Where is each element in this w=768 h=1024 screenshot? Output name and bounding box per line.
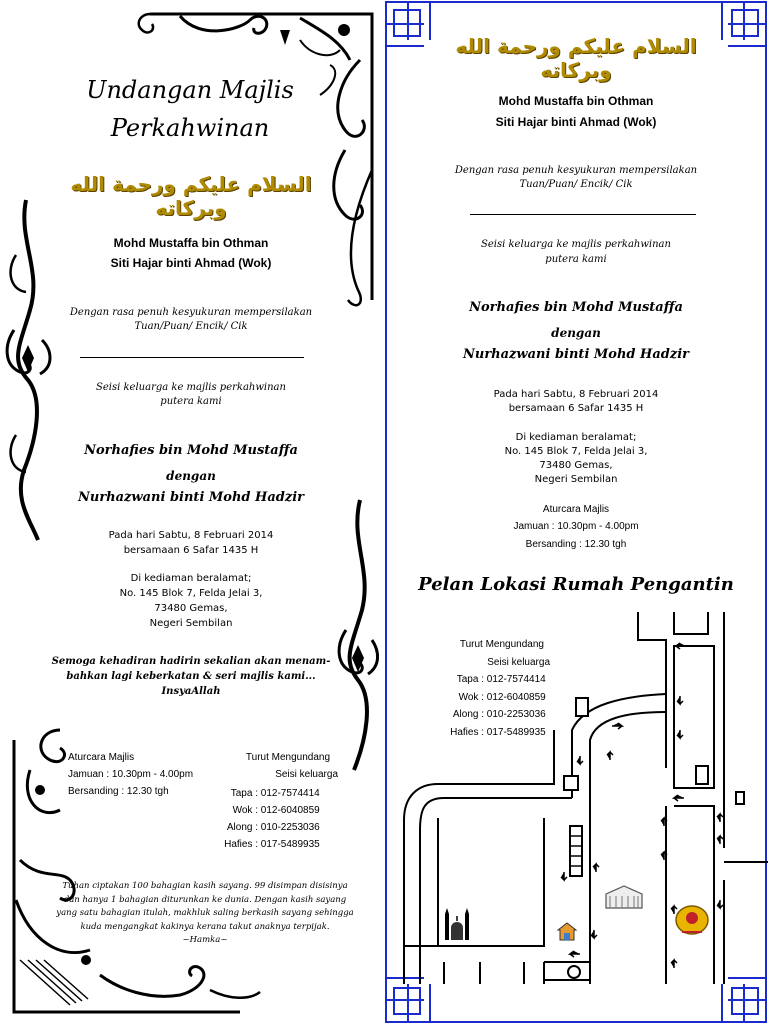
left-title-line2: Perkahwinan xyxy=(110,114,270,142)
left-invite1: Dengan rasa penuh kesyukuran mempersilakan xyxy=(69,307,313,318)
left-addr4: Negeri Sembilan xyxy=(149,618,233,629)
mosque-icon xyxy=(442,900,472,940)
left-dengan: dengan xyxy=(166,469,216,483)
location-map xyxy=(384,600,768,1010)
right-host1: Mohd Mustaffa bin Othman xyxy=(498,94,654,108)
left-bersanding: Bersanding : 12.30 tgh xyxy=(68,786,169,797)
right-bride-name: Nurhazwani binti Mohd Hadzir xyxy=(462,347,689,362)
left-host2: Siti Hajar binti Ahmad (Wok) xyxy=(110,256,272,270)
left-addr1: Di kediaman beralamat; xyxy=(130,573,252,584)
left-invite2: Tuan/Puan/ Encik/ Cik xyxy=(134,321,248,332)
right-turut-sub: Seisi keluarga xyxy=(487,656,550,668)
left-wish1: Semoga kehadiran hadirin sekalian akan menam- xyxy=(51,656,331,667)
left-contact-row: Along : 010-2253036 xyxy=(226,822,320,833)
right-invite2: Tuan/Puan/ Encik/ Cik xyxy=(519,179,633,190)
left-bride-name: Nurhazwani binti Mohd Hadzir xyxy=(77,490,304,505)
right-guest-name-line xyxy=(470,214,696,215)
left-wish3: InsyaAllah xyxy=(161,686,221,697)
right-addr3: 73480 Gemas, xyxy=(539,460,613,471)
left-contact-row: Hafies : 017-5489935 xyxy=(224,839,320,850)
right-addr1: Di kediaman beralamat; xyxy=(515,432,637,443)
school-building-icon xyxy=(604,882,644,910)
left-jamuan: Jamuan : 10.30pm - 4.00pm xyxy=(68,769,194,780)
right-contact-row: Tapa : 012-7574414 xyxy=(456,674,546,685)
left-groom-name: Norhafies bin Mohd Mustaffa xyxy=(84,443,298,458)
right-card xyxy=(384,0,768,1024)
right-invite1: Dengan rasa penuh kesyukuran mempersilakan xyxy=(454,165,698,176)
right-contact-row: Along : 010-2253036 xyxy=(452,709,546,720)
right-jamuan: Jamuan : 10.30pm - 4.00pm xyxy=(513,521,639,532)
left-title-line1: Undangan Majlis xyxy=(86,76,294,104)
left-contact-list xyxy=(212,785,342,853)
left-quote: Tuhan ciptakan 100 bahagian kasih sayang. 99 disimpan disisinya dan hanya 1 bahagian diturunkan ke dunia. Dengan kasih sayang yang satu bahagian itulah, makhluk saling berkasih sayang sehingga kuda mengangkat kakinya kerana takut anaknya terpijak. ~Hamka~ xyxy=(56,881,354,945)
left-family2: putera kami xyxy=(160,396,222,407)
left-addr3: 73480 Gemas, xyxy=(154,603,228,614)
left-contact-row: Wok : 012-6040859 xyxy=(232,805,320,816)
right-host2: Siti Hajar binti Ahmad (Wok) xyxy=(495,115,657,129)
left-aturcara-title: Aturcara Majlis xyxy=(68,752,135,763)
right-bersanding: Bersanding : 12.30 tgh xyxy=(525,539,627,550)
left-contact-row: Tapa : 012-7574414 xyxy=(230,788,320,799)
left-addr2: No. 145 Blok 7, Felda Jelai 3, xyxy=(119,588,263,599)
left-turut-title: Turut Mengundang xyxy=(245,752,331,763)
right-addr2: No. 145 Blok 7, Felda Jelai 3, xyxy=(504,446,648,457)
left-salam-calligraphy: السلام عليكم ورحمة الله وبركاته xyxy=(70,172,312,220)
left-date1: Pada hari Sabtu, 8 Februari 2014 xyxy=(108,530,274,541)
right-dengan: dengan xyxy=(551,326,601,340)
house-icon xyxy=(556,920,578,942)
left-turut-sub: Seisi keluarga xyxy=(275,769,338,780)
left-date2: bersamaan 6 Safar 1435 H xyxy=(123,545,259,556)
right-family1: Seisi keluarga ke majlis perkahwinan xyxy=(481,239,671,250)
right-family2: putera kami xyxy=(545,254,607,265)
left-guest-name-line xyxy=(80,357,304,358)
left-family1: Seisi keluarga ke majlis perkahwinan xyxy=(96,382,286,393)
right-date2: bersamaan 6 Safar 1435 H xyxy=(508,403,644,414)
right-turut-title: Turut Mengundang xyxy=(459,639,544,650)
right-addr4: Negeri Sembilan xyxy=(534,474,618,485)
police-crest-icon xyxy=(674,902,710,938)
left-host1: Mohd Mustaffa bin Othman xyxy=(113,236,269,250)
right-date1: Pada hari Sabtu, 8 Februari 2014 xyxy=(493,389,659,400)
right-salam-calligraphy: السلام عليكم ورحمة الله وبركاته xyxy=(455,34,697,82)
left-wish2: bahkan lagi keberkatan & seri majlis kami... xyxy=(66,671,316,682)
right-groom-name: Norhafies bin Mohd Mustaffa xyxy=(469,300,683,315)
right-contact-row: Hafies : 017-5489935 xyxy=(450,726,546,738)
right-contact-row: Wok : 012-6040859 xyxy=(458,691,546,703)
right-aturcara-title: Aturcara Majlis xyxy=(542,504,610,515)
right-turut-block xyxy=(444,636,564,741)
right-map-title: Pelan Lokasi Rumah Pengantin xyxy=(418,574,734,595)
